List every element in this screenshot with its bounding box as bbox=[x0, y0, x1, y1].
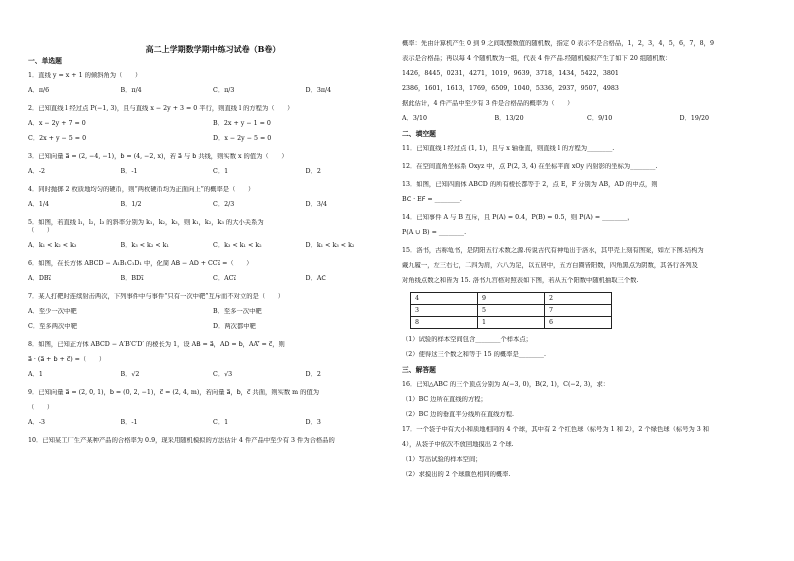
option-a: A．1/4 bbox=[28, 201, 49, 208]
question-14-part-2: P(A ∪ B) = ________. bbox=[402, 229, 467, 236]
question-6-options bbox=[28, 275, 398, 283]
option-b: B．2x + y − 1 = 0 bbox=[213, 120, 271, 127]
question-15-sub-2: （2）使得这三个数之和等于 15 的概率是________. bbox=[402, 351, 546, 358]
question-14: 14．已知事件 A 与 B 互斥，且 P(A) = 0.4，P(B) = 0.5，则 P(Ā) = ________， bbox=[402, 214, 634, 221]
table-cell: 8 bbox=[411, 317, 478, 329]
question-12: 12．在空间直角坐标系 Oxyz 中，点 P(2, 3, 4) 在坐标平面 xOy 内射影的坐标为________. bbox=[402, 163, 658, 170]
question-5-bracket: （ ） bbox=[28, 227, 54, 234]
option-b: B．√2 bbox=[120, 371, 140, 378]
option-a: A．π/6 bbox=[28, 87, 50, 94]
option-b: B．1/2 bbox=[120, 201, 142, 208]
option-c: C．至多两次中靶 bbox=[28, 323, 77, 330]
option-a: A．x − 2y + 7 = 0 bbox=[28, 120, 86, 127]
question-15-sub-1: （1）试验的样本空间包含________个样本点； bbox=[402, 336, 532, 343]
question-8: 8．如图，已知正方体 ABCD − A′B′C′D′ 的棱长为 1，设 AB⃗ = a⃗，AD⃗ = b⃗，AA′⃗ = c⃗，则 bbox=[28, 341, 285, 348]
option-d: D．2 bbox=[305, 168, 321, 175]
option-d: D．3 bbox=[305, 419, 321, 426]
question-6: 6．如图，在长方体 ABCD − A₁B₁C₁D₁ 中，化简 AB⃗ − AD⃗ + CC₁⃗ =（ ） bbox=[28, 260, 253, 267]
question-10-continued-2: 表示是合格品；再以每 4 个随机数为一组，代表 4 件产品.经随机模拟产生了如下 20 组随机数： bbox=[402, 55, 672, 62]
option-c: C．2/3 bbox=[213, 201, 235, 208]
question-10: 10．已知某工厂生产某种产品的合格率为 0.9，现采用随机模拟的方法估计 4 件产品中至少有 3 件为合格品的 bbox=[28, 437, 335, 444]
question-13-expression: BC⃗ · EF⃗ = ________. bbox=[402, 196, 462, 203]
option-c: C．π/3 bbox=[213, 87, 235, 94]
question-16: 16．已知△ABC 的三个顶点分别为 A(−3, 0)，B(2, 1)，C(−2, 3)，求： bbox=[402, 381, 610, 388]
option-b: B．π/4 bbox=[120, 87, 142, 94]
left-column bbox=[28, 0, 398, 445]
table-row bbox=[411, 293, 612, 305]
table-cell: 7 bbox=[545, 305, 612, 317]
option-c: C．AC₁⃗ bbox=[213, 275, 237, 282]
question-8-options bbox=[28, 371, 398, 379]
question-9-bracket: （ ） bbox=[28, 404, 54, 411]
question-7: 7．某人打靶时连续射击两次，下列事件中与事件“只有一次中靶”互斥而不对立的是（ ） bbox=[28, 293, 285, 300]
option-c: C．√3 bbox=[213, 371, 233, 378]
option-c: C．1 bbox=[213, 419, 229, 426]
option-d: D．x − 2y − 5 = 0 bbox=[213, 135, 272, 142]
question-2-options-row2 bbox=[28, 135, 398, 143]
question-10-prompt: 据此估计，4 件产品中至少有 3 件是合格品的概率为（ ） bbox=[402, 100, 574, 107]
option-b: B．13/20 bbox=[494, 115, 524, 122]
option-d: D．k₁ < k₃ < k₂ bbox=[305, 242, 355, 249]
table-cell: 5 bbox=[478, 305, 545, 317]
question-17-line-2: 4），从袋子中依次不放回地摸出 2 个球. bbox=[402, 441, 514, 448]
section-heading-answer: 三、解答题 bbox=[402, 366, 436, 374]
option-d: D．2 bbox=[305, 371, 321, 378]
question-9: 9．已知向量 a⃗ = (2, 0, 1)，b⃗ = (0, 2, −1)，c⃗ = (2, 4, m)，若向量 a⃗，b⃗，c⃗ 共面，则实数 m 的值为 bbox=[28, 389, 320, 396]
option-a: A．-2 bbox=[28, 168, 45, 175]
question-16-sub-1: （1）BC 边所在直线的方程； bbox=[402, 396, 487, 403]
option-a: A．3/10 bbox=[402, 115, 427, 122]
option-d: D．3π/4 bbox=[305, 87, 332, 94]
option-d: D．19/20 bbox=[679, 115, 709, 122]
option-a: A．至少一次中靶 bbox=[28, 308, 77, 315]
question-17: 17．一个袋子中有大小和质地相同的 4 个球，其中有 2 个红色球（标号为 1 和 2），2 个绿色球（标号为 3 和 bbox=[402, 426, 710, 433]
question-2-options-row1 bbox=[28, 120, 398, 128]
option-a: A．1 bbox=[28, 371, 43, 378]
page-title: 高二上学期数学期中练习试卷（B卷） bbox=[145, 44, 281, 54]
table-cell: 3 bbox=[411, 305, 478, 317]
question-7-options-row2 bbox=[28, 323, 398, 331]
question-3-options bbox=[28, 168, 398, 176]
option-a: A．-3 bbox=[28, 419, 45, 426]
table-cell: 9 bbox=[478, 293, 545, 305]
question-13: 13．如图，已知四面体 ABCD 的所有棱长都等于 2，点 E，F 分别为 AB，AD 的中点，则 bbox=[402, 181, 658, 188]
table-cell: 2 bbox=[545, 293, 612, 305]
option-b: B．-1 bbox=[120, 419, 138, 426]
question-11: 11．已知直线 l 经过点 (1, 1)，且与 x 轴垂直，则直线 l 的方程为________. bbox=[402, 145, 615, 152]
question-2: 2．已知直线 l 经过点 P(−1, 3)，且与直线 x − 2y + 3 = 0 平行，则直线 l 的方程为（ ） bbox=[28, 105, 294, 112]
option-d: D．3/4 bbox=[305, 201, 327, 208]
option-b: B．BD₁⃗ bbox=[120, 275, 144, 282]
right-column bbox=[402, 0, 772, 479]
question-17-sub-2: （2）求摸出的 2 个球颜色相同的概率. bbox=[402, 471, 511, 478]
option-b: B．至多一次中靶 bbox=[213, 308, 262, 315]
option-a: A．k₁ < k₂ < k₃ bbox=[28, 242, 77, 249]
option-b: B．k₃ < k₂ < k₁ bbox=[120, 242, 170, 249]
question-1: 1．直线 y = x + 1 的倾斜角为（ ） bbox=[28, 72, 142, 79]
option-c: C．9/10 bbox=[587, 115, 613, 122]
option-c: C．1 bbox=[213, 168, 229, 175]
question-15-line-3: 对角线点数之和皆为 15. 洛书九宫格对照表如下图，若从五个阳数中随机抽取三个数. bbox=[402, 277, 639, 284]
option-a: A．DB₁⃗ bbox=[28, 275, 52, 282]
random-number-row-2: 2386，1601，1613，1769，6509，1040，5336，2937，9507，4983 bbox=[402, 85, 619, 92]
question-15-line-2: 戴九履一，左三右七，二四为肩，六八为足，以五居中，五方白圈皆阳数，四角黑点为阴数，其各行各列及 bbox=[402, 262, 698, 269]
question-15: 15．洛书，古称龟书，是阴阳五行术数之源.传说古代有神龟出于洛水，其甲壳上刻有图案，如左下图.结构为 bbox=[402, 247, 704, 254]
table-row bbox=[411, 305, 612, 317]
option-d: D．两次都中靶 bbox=[213, 323, 256, 330]
random-number-row-1: 1426，8445，0231，4271，1019，9639，3718，1434，5422，3801 bbox=[402, 70, 619, 77]
option-c: C．2x + y − 5 = 0 bbox=[28, 135, 87, 142]
question-10-options bbox=[402, 115, 772, 123]
question-7-options-row1 bbox=[28, 308, 398, 316]
question-8-expression: a⃗ · (a⃗ + b⃗ + c⃗) =（ ） bbox=[28, 356, 106, 363]
luoshu-grid-table bbox=[410, 292, 612, 329]
question-10-continued: 概率：先由计算机产生 0 到 9 之间取整数值的随机数，指定 0 表示不是合格品，1，2，3，4，5，6，7，8，9 bbox=[402, 40, 714, 47]
table-cell: 1 bbox=[478, 317, 545, 329]
option-d: D．AC⃗ bbox=[305, 275, 326, 282]
question-5-options bbox=[28, 242, 398, 250]
question-4-options bbox=[28, 201, 398, 209]
question-17-sub-1: （1）写出试验的样本空间； bbox=[402, 456, 482, 463]
question-16-sub-2: （2）BC 边的垂直平分线所在直线方程. bbox=[402, 411, 515, 418]
table-cell: 4 bbox=[411, 293, 478, 305]
question-3: 3．已知向量 a⃗ = (2, −4, −1)，b⃗ = (4, −2, x)，若 a⃗ 与 b⃗ 共线，则实数 x 的值为（ ） bbox=[28, 153, 288, 160]
table-cell: 6 bbox=[545, 317, 612, 329]
section-heading-fill-in: 二、填空题 bbox=[402, 130, 436, 138]
question-1-options bbox=[28, 87, 398, 95]
question-5: 5．如图，若直线 l₁，l₂，l₃ 的斜率分别为 k₁，k₂，k₃，则 k₁，k₂，k₃ 的大小关系为 bbox=[28, 219, 264, 226]
option-c: C．k₃ < k₁ < k₂ bbox=[213, 242, 262, 249]
section-heading-single-choice: 一、单选题 bbox=[28, 57, 62, 65]
question-4: 4．同时抛掷 2 枚质地均匀的硬币，则“两枚硬币均为正面向上”的概率是（ ） bbox=[28, 186, 255, 193]
option-b: B．-1 bbox=[120, 168, 138, 175]
table-row bbox=[411, 317, 612, 329]
question-9-options bbox=[28, 419, 398, 427]
